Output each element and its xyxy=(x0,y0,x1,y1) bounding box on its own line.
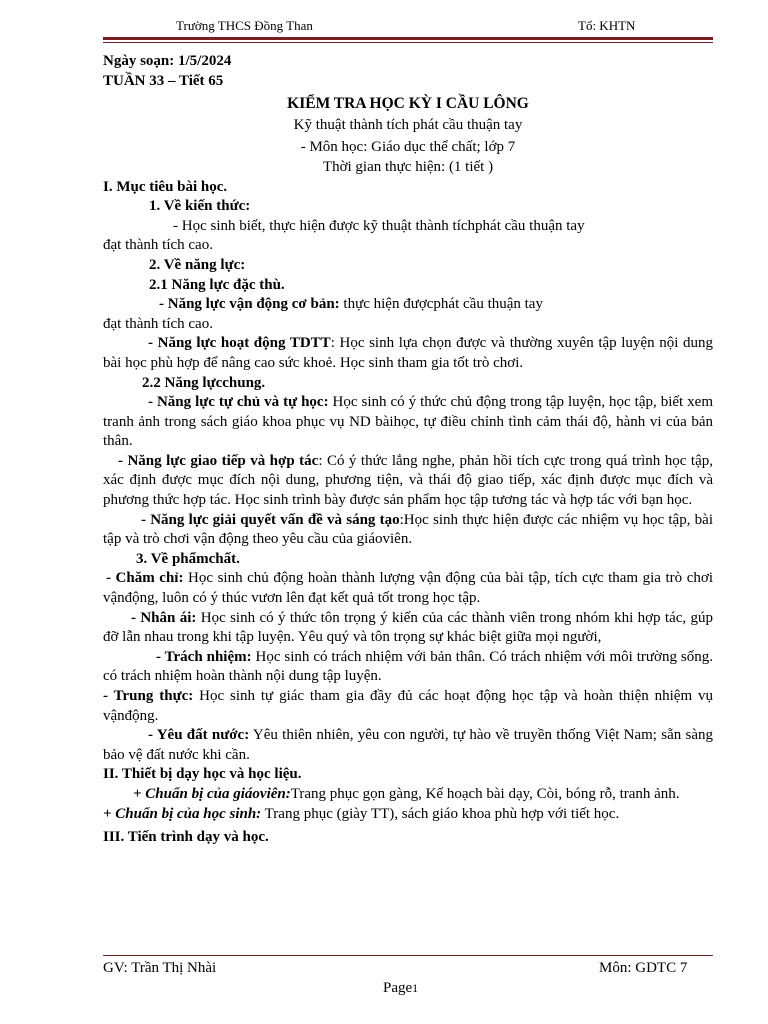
kindness-quality xyxy=(103,609,713,648)
communication-text: : Có ý thức lắng nghe, phản hồi tích cực trong quá trình học tập, xác định được mục đích nội dung, phương tiện, và thái độ giao tiếp, xác định được mục đích và phương thức hợp tác. Học sinh trình bày được sản phẩm học tập tương tác và hợp tác với bạn học. xyxy=(103,452,713,509)
knowledge-heading: 1. Về kiến thức: xyxy=(149,198,251,215)
honesty-quality xyxy=(103,687,713,726)
student-preparation-text: Trang phục (giày TT), sách giáo khoa phù hợp với tiết học. xyxy=(261,805,620,822)
sport-activity-label: - Năng lực hoạt động TDTT xyxy=(148,335,331,352)
motor-competence xyxy=(103,295,713,315)
honesty-label: - Trung thực: xyxy=(103,688,194,704)
header-department: Tổ: KHTN xyxy=(578,18,636,33)
self-study-competence xyxy=(103,393,713,452)
teacher-preparation xyxy=(103,785,713,805)
honesty-text: Học sinh tự giác tham gia đầy đủ các hoạt động học tập và hoàn thiện nhiệm vụ vậnđộng. xyxy=(103,688,714,724)
knowledge-text: - Học sinh biết, thực hiện được kỹ thuật thành tíchphát cầu thuận tay xyxy=(173,217,585,234)
communication-competence xyxy=(103,452,713,511)
time-line: Thời gian thực hiện: (1 tiết ) xyxy=(322,158,494,175)
footer-rule xyxy=(103,955,713,956)
patriotism-label: - Yêu đất nước: xyxy=(148,727,250,744)
diligence-text: Học sinh chủ động hoàn thành lượng vận động của bài tập, tích cực tham gia trò chơi vậnđộng, luôn có ý thúc vươn lên đạt kết quả tốt trong học tập. xyxy=(103,570,713,607)
header-school: Trường THCS Đồng Than xyxy=(176,18,313,33)
kindness-label: - Nhân ái: xyxy=(131,609,197,626)
document-body xyxy=(103,52,713,848)
responsibility-text: Học sinh có trách nhiệm với bản thân. Có trách nhiệm với môi trường sống. có trách nhiệm hoàn thành nội dung tập luyện. xyxy=(103,648,713,685)
motor-competence-text: thực hiện đượcphát cầu thuận tay xyxy=(339,296,543,313)
qualities-heading: 3. Về phẩmchất. xyxy=(136,550,240,567)
week-lesson: TUẦN 33 – Tiết 65 xyxy=(103,72,224,89)
teacher-preparation-label: + Chuẩn bị của giáoviên: xyxy=(133,785,291,802)
page-number-value: 1 xyxy=(412,981,419,995)
doc-subtitle: Kỹ thuật thành tích phát cầu thuận tay xyxy=(293,116,523,133)
footer-subject: Môn: GDTC 7 xyxy=(599,960,688,976)
diligence-quality xyxy=(103,569,713,608)
diligence-label: - Chăm chỉ: xyxy=(106,570,184,587)
patriotism-quality xyxy=(103,726,713,765)
specific-competence-heading: 2.1 Năng lực đặc thù. xyxy=(149,276,285,293)
general-competence-heading: 2.2 Năng lựcchung. xyxy=(142,374,266,391)
header-rule-thick xyxy=(103,37,713,40)
sport-activity-text: : Học sinh lựa chọn được và thường xuyên tập luyện nội dung bài học phù hợp để nâng cao sức khoẻ. Học sinh tham gia tốt trò chơi. xyxy=(103,335,713,371)
student-preparation-label: + Chuẩn bị của học sinh: xyxy=(103,805,262,822)
self-study-label: - Năng lực tự chủ và tự học: xyxy=(148,394,329,411)
footer-teacher: GV: Trần Thị Nhài xyxy=(103,960,217,976)
doc-title: KIỂM TRA HỌC KỲ I CẦU LÔNG xyxy=(287,95,529,113)
section-1-heading: I. Mục tiêu bài học. xyxy=(103,178,228,195)
student-preparation xyxy=(103,805,713,825)
teacher-preparation-text: Trang phục gọn gàng, Kế hoạch bài dạy, Còi, bóng rỗ, tranh ảnh. xyxy=(290,785,680,802)
responsibility-quality xyxy=(103,648,713,687)
kindness-text: Học sinh có ý thức tôn trọng ý kiến của các thành viên trong nhóm khi hợp tác, gúp đỡ lẫn nhau trong khi tập luyện. Yêu quý và tôn trọng sự khác biệt giữa mọi người, xyxy=(103,609,713,646)
knowledge-text-cont: đạt thành tích cao. xyxy=(103,237,213,254)
sport-activity-competence xyxy=(103,334,713,373)
responsibility-label: - Trách nhiệm: xyxy=(156,648,252,665)
page-label: Page xyxy=(383,980,413,996)
prep-date: Ngày soạn: 1/5/2024 xyxy=(103,53,232,69)
communication-label: - Năng lực giao tiếp và hợp tác xyxy=(118,452,319,469)
competence-heading: 2. Về năng lực: xyxy=(149,256,246,273)
problem-solving-competence xyxy=(103,511,713,550)
header-rule-thin xyxy=(103,42,713,43)
section-2-heading: II. Thiết bị dạy học và học liệu. xyxy=(103,766,302,783)
page-number xyxy=(383,980,418,997)
motor-competence-label: - Năng lực vận động cơ bản: xyxy=(159,296,340,313)
motor-competence-cont: đạt thành tích cao. xyxy=(103,315,213,332)
problem-solving-label: - Năng lực giải quyết vấn đề và sáng tạo xyxy=(141,511,400,528)
problem-solving-text: :Học sinh thực hiện được các nhiệm vụ học tập, bài tập và trò chơi vận động theo yêu cầu của giáoviên. xyxy=(103,511,713,548)
section-3-heading: III. Tiến trình dạy và học. xyxy=(103,829,269,846)
subject-line: - Môn học: Giáo dục thể chất; lớp 7 xyxy=(300,139,516,156)
patriotism-text: Yêu thiên nhiên, yêu con người, tự hào về truyền thống Việt Nam; sẵn sàng bảo vệ đất nước khi cần. xyxy=(103,727,713,763)
self-study-text: Học sinh có ý thức chủ động trong tập luyện, học tập, biết xem tranh ảnh trong sách giáo khoa phục vụ ND bàihọc, tự điều chỉnh tình cảm thái độ, hành vi của bản thân. xyxy=(103,394,713,450)
